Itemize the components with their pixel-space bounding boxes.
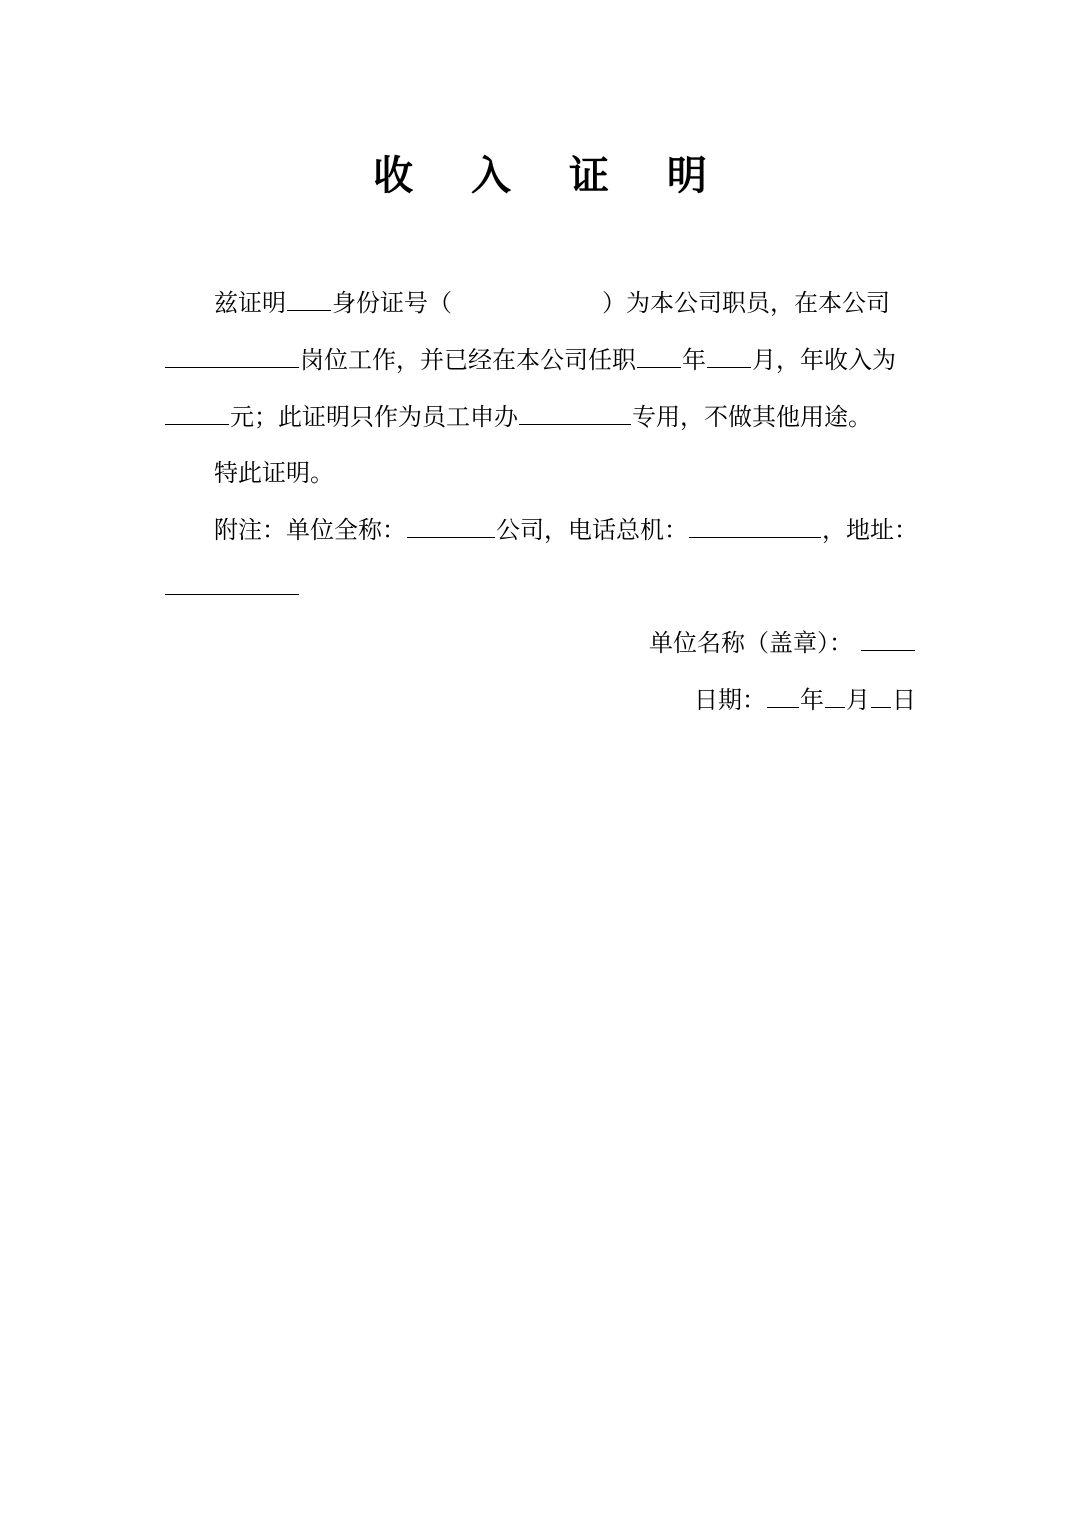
note-line bbox=[214, 511, 918, 548]
address-line bbox=[164, 568, 300, 605]
text-exclusive-use: 专用，不做其他用途。 bbox=[632, 403, 872, 431]
note-label: 附注：单位全称： bbox=[214, 516, 406, 544]
blank-years bbox=[637, 341, 681, 368]
date-month: 月 bbox=[846, 686, 870, 714]
text-yuan-purpose: 元；此证明只作为员工申办 bbox=[230, 403, 518, 431]
text-employee: ）为本公司职员，在本公司 bbox=[602, 289, 890, 317]
blank-phone bbox=[689, 511, 821, 538]
text-month-income: 月，年收入为 bbox=[752, 346, 896, 374]
paragraph-line-2 bbox=[164, 341, 896, 378]
blank-purpose bbox=[519, 398, 631, 425]
blank-unit-seal bbox=[861, 624, 915, 651]
note-address-label: ，地址： bbox=[822, 516, 918, 544]
blank-date-year bbox=[767, 681, 799, 708]
blank-date-month bbox=[825, 681, 845, 708]
blank-position bbox=[165, 341, 299, 368]
unit-name-label: 单位名称（盖章）： bbox=[649, 629, 853, 657]
text-certify: 兹证明 bbox=[214, 289, 286, 317]
text-year: 年 bbox=[682, 346, 706, 374]
blank-company-name bbox=[407, 511, 495, 538]
paragraph-line-3 bbox=[164, 398, 872, 435]
paragraph-line-1 bbox=[214, 284, 890, 321]
date-year: 年 bbox=[800, 686, 824, 714]
date-label: 日期： bbox=[694, 686, 766, 714]
signature-unit-line bbox=[649, 624, 916, 661]
date-day: 日 bbox=[892, 686, 916, 714]
signature-date-line bbox=[694, 681, 916, 718]
blank-date-day bbox=[871, 681, 891, 708]
blank-months bbox=[707, 341, 751, 368]
text-id-number: 身份证号（ bbox=[332, 289, 452, 317]
blank-id-number bbox=[452, 285, 602, 311]
blank-name bbox=[287, 284, 331, 311]
document-title: 收 入 证 明 bbox=[373, 153, 729, 199]
closing-statement: 特此证明。 bbox=[214, 459, 334, 487]
blank-address bbox=[165, 568, 299, 595]
blank-income bbox=[165, 398, 229, 425]
text-position-work: 岗位工作，并已经在本公司任职 bbox=[300, 346, 636, 374]
note-company-phone: 公司，电话总机： bbox=[496, 516, 688, 544]
